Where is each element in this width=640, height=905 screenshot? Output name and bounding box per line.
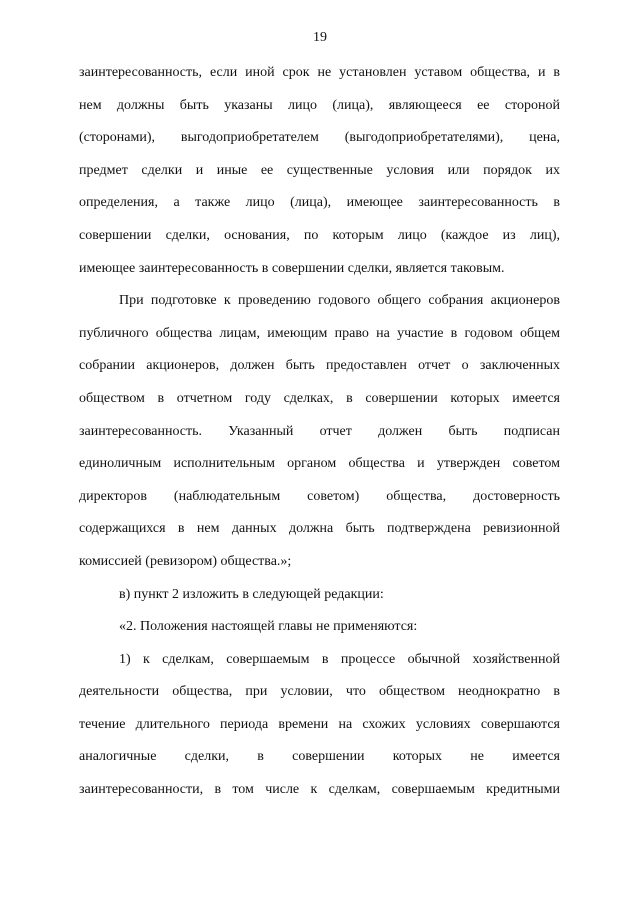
text-line: заинтересованность, если иной срок не установлен уставом общества, и в bbox=[79, 65, 560, 80]
text-line: нем должны быть указаны лицо (лица), являющееся ее стороной bbox=[79, 97, 560, 113]
text-line: определения, а также лицо (лица), имеющее заинтересованность в bbox=[79, 195, 560, 211]
text-line: имеющее заинтересованность в совершении сделки, является таковым. bbox=[79, 260, 505, 276]
text-line: собрании акционеров, должен быть предоставлен отчет о заключенных bbox=[79, 358, 560, 374]
text-line: заинтересованность. Указанный отчет должен быть подписан bbox=[79, 423, 560, 439]
text-line: публичного общества лицам, имеющим право на участие в годовом общем bbox=[79, 325, 560, 341]
text-line: комиссией (ревизором) общества.»; bbox=[79, 553, 292, 569]
text-line: совершении сделки, основания, по которым лицо (каждое из лиц), bbox=[79, 227, 560, 243]
text-line: единоличным исполнительным органом общества и утвержден советом bbox=[79, 456, 560, 472]
text-line: предмет сделки и иные ее существенные условия или порядок их bbox=[79, 162, 560, 178]
text-line: «2. Положения настоящей главы не применяются: bbox=[119, 619, 418, 635]
text-line: 1) к сделкам, совершаемым в процессе обычной хозяйственной bbox=[119, 651, 560, 667]
text-line: течение длительного периода времени на схожих условиях совершаются bbox=[79, 716, 560, 732]
text-line: директоров (наблюдательным советом) общества, достоверность bbox=[79, 488, 560, 504]
document-body bbox=[79, 63, 560, 813]
text-line: аналогичные сделки, в совершении которых не имеется bbox=[79, 749, 560, 765]
text-line: (сторонами), выгодоприобретателем (выгодоприобретателями), цена, bbox=[79, 130, 560, 146]
text-line: При подготовке к проведению годового общего собрания акционеров bbox=[119, 293, 560, 309]
text-line: в) пункт 2 изложить в следующей редакции: bbox=[119, 586, 384, 602]
text-line: обществом в отчетном году сделках, в совершении которых имеется bbox=[79, 390, 560, 406]
text-line: содержащихся в нем данных должна быть подтверждена ревизионной bbox=[79, 521, 560, 537]
text-line: деятельности общества, при условии, что обществом неоднократно в bbox=[79, 684, 560, 700]
text-line: заинтересованности, в том числе к сделкам, совершаемым кредитными bbox=[79, 782, 560, 798]
page-number: 19 bbox=[313, 30, 327, 45]
